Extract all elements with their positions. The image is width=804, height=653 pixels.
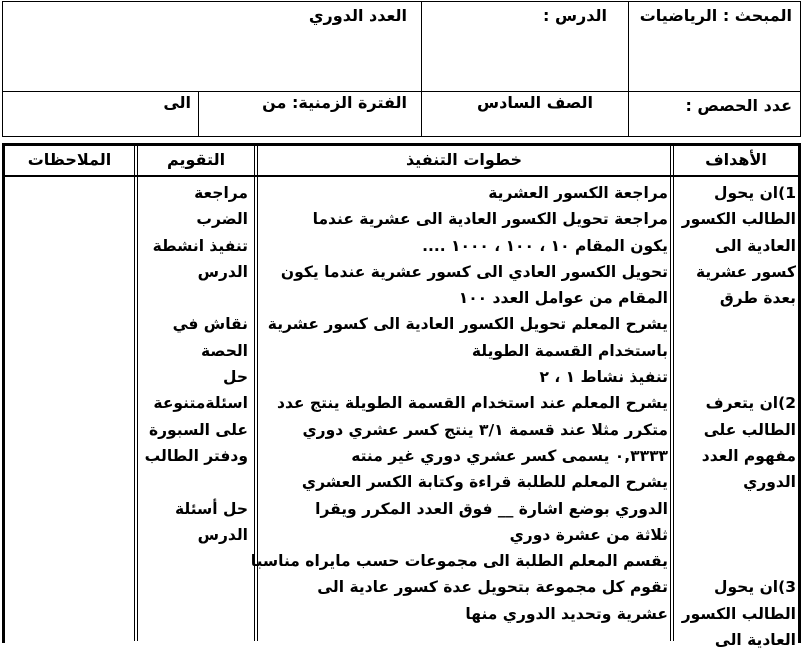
lesson-label: الدرس :: [543, 6, 607, 25]
col-divider-3a: [134, 146, 135, 641]
step-line: يقسم المعلم الطلبة الى مجموعات حسب مايراه مناسبا: [250, 552, 668, 571]
objectives-column: [676, 180, 796, 653]
evaluation-line: الضرب: [196, 210, 248, 229]
objective-line: مفهوم العدد: [701, 446, 796, 465]
header-steps: خطوات التنفيذ: [405, 150, 523, 169]
table-header-divider: [2, 175, 801, 177]
objective-line: العادية الى: [714, 236, 796, 255]
step-line: ثلاثة من عشرة دوري: [509, 525, 668, 544]
objective-line: 1)ان يحول: [714, 184, 796, 202]
evaluation-line: [138, 469, 248, 495]
objective-line: الطالب على: [703, 420, 796, 439]
evaluation-line: الدرس: [197, 525, 248, 544]
step-line: متكرر مثلا عند قسمة ٣/١ ينتج كسر عشري دوري: [302, 420, 668, 439]
evaluation-line: على السبورة: [148, 420, 248, 439]
objective-line: الطالب الكسور: [681, 604, 796, 623]
step-line: مراجعة الكسور العشرية: [488, 184, 668, 202]
header-evaluation: التقويم: [166, 150, 226, 169]
step-line: مراجعة تحويل الكسور العادية الى عشرية عندما: [312, 210, 668, 229]
periodic-number-label: العدد الدوري: [308, 6, 407, 25]
objective-line: العادية الى: [714, 631, 796, 650]
info-divider-2: [421, 1, 422, 91]
info-row-divider: [2, 91, 801, 92]
objective-line: [676, 496, 796, 522]
step-line: تقوم كل مجموعة بتحويل عدة كسور عادية الى: [317, 578, 668, 597]
step-line: يشرح المعلم للطلبة قراءة وكتابة الكسر العشري: [301, 473, 668, 492]
evaluation-line: مراجعة: [194, 184, 248, 202]
header-notes: الملاحظات: [27, 150, 112, 169]
info-divider-3: [628, 91, 629, 137]
evaluation-line: ودفتر الطالب: [144, 446, 248, 465]
col-divider-1a: [670, 146, 671, 641]
step-line: ٠,٣٣٣٣ يسمى كسر عشري دوري غير منته: [351, 446, 668, 465]
subject-label: المبحث : الرياضيات: [639, 6, 792, 25]
period-to-label: الى: [163, 93, 191, 112]
step-line: تحويل الكسور العادي الى كسور عشرية عندما يكون: [280, 262, 668, 281]
objective-line: [676, 311, 796, 337]
evaluation-line: اسئلةمتنوعة: [153, 394, 248, 413]
step-line: تنفيذ نشاط ١ ، ٢: [539, 368, 668, 387]
col-divider-1b: [673, 146, 674, 641]
period-from-label: الفترة الزمنية: من: [262, 93, 407, 112]
grade-label: الصف السادس: [477, 93, 593, 112]
evaluation-line: الدرس: [197, 262, 248, 281]
header-objectives: الأهداف: [705, 150, 767, 169]
objective-line: [676, 338, 796, 364]
objective-line: 3)ان يحول: [714, 578, 796, 597]
objective-line: بعدة طرق: [719, 289, 796, 308]
objective-line: [676, 548, 796, 574]
evaluation-line: نقاش في: [172, 315, 248, 334]
steps-column: [250, 180, 668, 627]
step-line: عشرية وتحديد الدوري منها: [465, 604, 668, 623]
step-line: يكون المقام ١٠ ، ١٠٠ ، ١٠٠٠ ....: [422, 236, 668, 255]
step-line: المقام من عوامل العدد ١٠٠: [458, 289, 668, 308]
objective-line: كسور عشرية: [695, 262, 796, 281]
step-line: باستخدام القسمة الطويلة: [471, 341, 668, 360]
objective-line: [676, 522, 796, 548]
step-line: الدوري بوضع اشارة __ فوق العدد المكرر ويقرا: [315, 499, 668, 518]
evaluation-column: [138, 180, 248, 548]
evaluation-line: تنفيذ انشطة: [152, 236, 248, 255]
info-divider-4: [421, 91, 422, 137]
step-line: يشرح المعلم تحويل الكسور العادية الى كسور عشرية: [267, 315, 668, 334]
evaluation-line: [138, 285, 248, 311]
evaluation-line: الحصة: [201, 341, 248, 360]
evaluation-line: حل: [222, 368, 248, 387]
step-line: يشرح المعلم عند استخدام القسمة الطويلة ينتج عدد: [277, 394, 668, 413]
objective-line: الطالب الكسور: [681, 210, 796, 229]
evaluation-line: حل أسئلة: [174, 499, 248, 518]
sessions-count-label: عدد الحصص :: [685, 96, 792, 115]
objective-line: 2)ان يتعرف: [705, 394, 796, 413]
info-divider-5: [198, 91, 199, 137]
objective-line: [676, 364, 796, 390]
info-divider-1: [628, 1, 629, 91]
objective-line: الدوري: [743, 473, 796, 492]
